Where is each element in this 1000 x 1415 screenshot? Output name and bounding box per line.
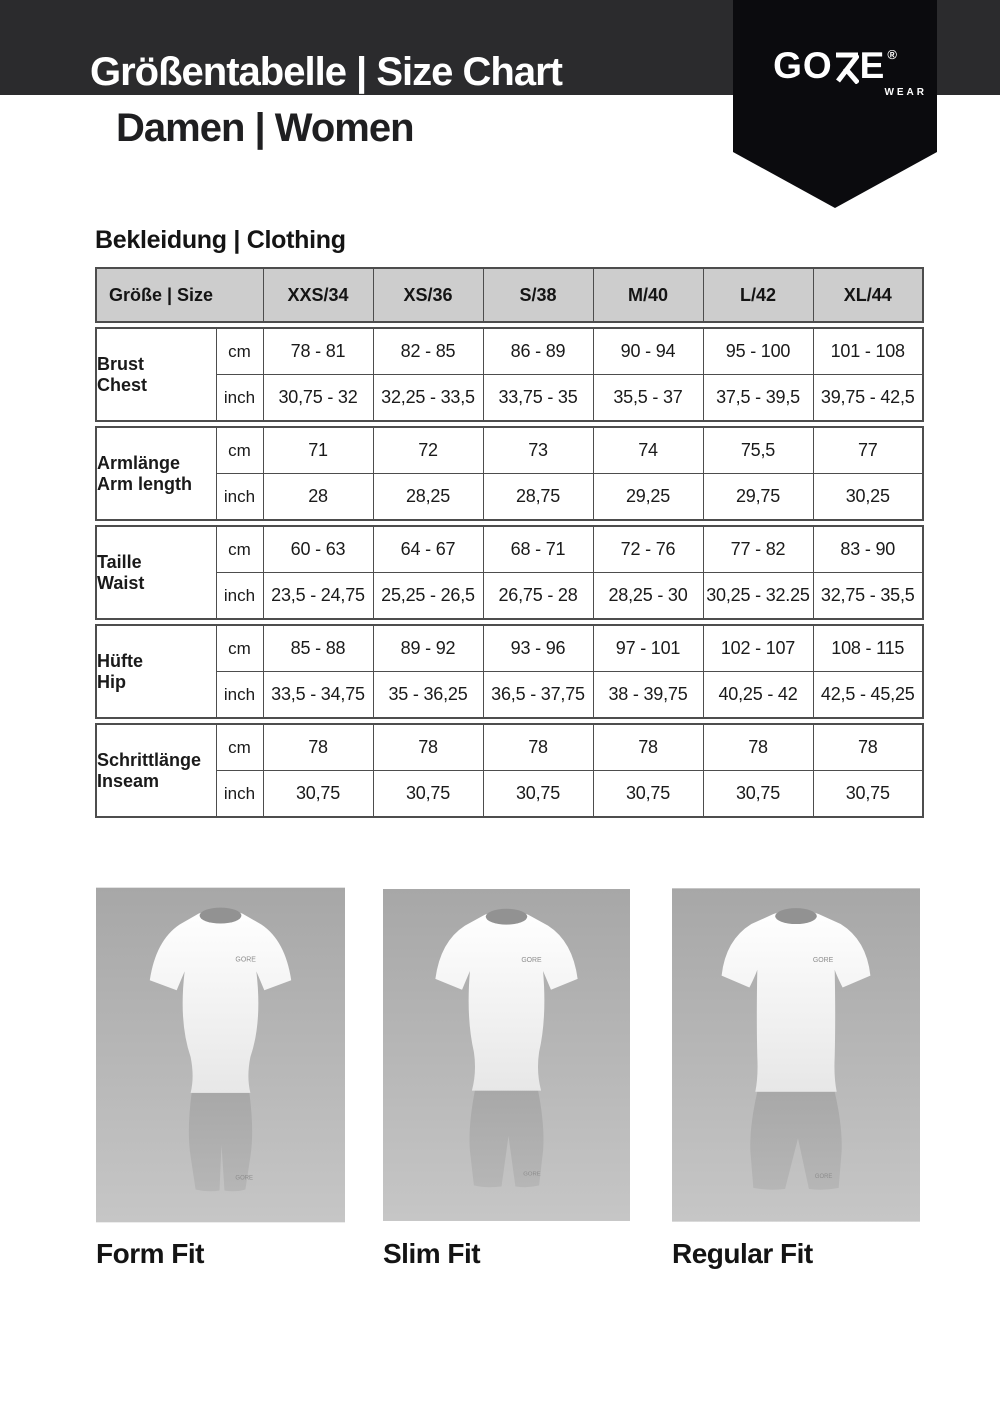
value-cell: 68 - 71 xyxy=(483,526,593,573)
value-cell: 30,25 xyxy=(813,474,923,521)
value-cell: 78 xyxy=(373,724,483,771)
size-column-header: M/40 xyxy=(593,268,703,322)
garment-shorts-logo: GORE xyxy=(235,1175,254,1182)
garment-chest-logo: GORE xyxy=(235,956,256,964)
value-cell: 78 xyxy=(703,724,813,771)
unit-label: cm xyxy=(216,625,263,672)
value-cell: 30,75 xyxy=(593,771,703,818)
size-column-header: XL/44 xyxy=(813,268,923,322)
measurement-group-arm-length xyxy=(95,426,924,521)
size-table-header-row xyxy=(95,267,924,323)
unit-label: cm xyxy=(216,427,263,474)
unit-label: cm xyxy=(216,724,263,771)
value-cell: 30,75 xyxy=(263,771,373,818)
gore-logo-wear: WEAR xyxy=(884,87,927,98)
measurement-label-de: Brust xyxy=(97,353,145,374)
value-cell: 73 xyxy=(483,427,593,474)
page-title: Größentabelle | Size Chart xyxy=(90,50,562,94)
unit-label: inch xyxy=(216,672,263,719)
fit-image-slim-fit xyxy=(383,887,630,1223)
garment-chest-logo: GORE xyxy=(812,956,834,964)
value-cell: 72 - 76 xyxy=(593,526,703,573)
fit-label-regular: Regular Fit xyxy=(672,1238,813,1269)
measurement-group-inseam xyxy=(95,723,924,818)
value-cell: 90 - 94 xyxy=(593,328,703,375)
size-column-header: XXS/34 xyxy=(263,268,373,322)
value-cell: 30,75 xyxy=(373,771,483,818)
value-cell: 74 xyxy=(593,427,703,474)
value-cell: 26,75 - 28 xyxy=(483,573,593,620)
value-cell: 37,5 - 39,5 xyxy=(703,375,813,422)
measurement-group-hip xyxy=(95,624,924,719)
unit-label: inch xyxy=(216,573,263,620)
brand-pennant xyxy=(733,0,937,212)
value-cell: 38 - 39,75 xyxy=(593,672,703,719)
fit-label-slim: Slim Fit xyxy=(383,1238,481,1269)
gore-logo-text-e: E xyxy=(859,45,886,86)
value-cell: 40,25 - 42 xyxy=(703,672,813,719)
value-cell: 78 - 81 xyxy=(263,328,373,375)
garment-shorts-logo: GORE xyxy=(814,1174,833,1181)
size-column-header: S/38 xyxy=(483,268,593,322)
fit-image-regular-fit xyxy=(672,887,920,1223)
pennant-shape xyxy=(733,0,937,212)
value-cell: 30,75 xyxy=(703,771,813,818)
value-cell: 83 - 90 xyxy=(813,526,923,573)
value-cell: 35,5 - 37 xyxy=(593,375,703,422)
value-cell: 33,5 - 34,75 xyxy=(263,672,373,719)
value-cell: 30,75 xyxy=(483,771,593,818)
value-cell: 89 - 92 xyxy=(373,625,483,672)
size-column-header: L/42 xyxy=(703,268,813,322)
clothing-size-table xyxy=(95,267,924,818)
value-cell: 85 - 88 xyxy=(263,625,373,672)
value-cell: 29,25 xyxy=(593,474,703,521)
measurement-label-de: Taille xyxy=(97,551,142,572)
section-heading: Bekleidung | Clothing xyxy=(95,226,346,254)
unit-label: cm xyxy=(216,526,263,573)
measurement-label-de: Schrittlänge xyxy=(97,749,202,770)
value-cell: 60 - 63 xyxy=(263,526,373,573)
size-table-corner-label: Größe | Size xyxy=(96,268,263,322)
measurement-label-de: Armlänge xyxy=(97,452,181,473)
value-cell: 82 - 85 xyxy=(373,328,483,375)
value-cell: 97 - 101 xyxy=(593,625,703,672)
gore-logo xyxy=(733,46,937,98)
value-cell: 28,25 - 30 xyxy=(593,573,703,620)
value-cell: 108 - 115 xyxy=(813,625,923,672)
measurement-label xyxy=(96,427,216,520)
measurement-label-en: Arm length xyxy=(97,473,193,494)
value-cell: 28,75 xyxy=(483,474,593,521)
value-cell: 71 xyxy=(263,427,373,474)
value-cell: 28 xyxy=(263,474,373,521)
size-column-header: XS/36 xyxy=(373,268,483,322)
measurement-label xyxy=(96,526,216,619)
garment-shorts-logo: GORE xyxy=(523,1171,541,1178)
unit-label: inch xyxy=(216,474,263,521)
value-cell: 77 - 82 xyxy=(703,526,813,573)
value-cell: 39,75 - 42,5 xyxy=(813,375,923,422)
gore-logo-text-go: GO xyxy=(773,45,833,86)
unit-label: cm xyxy=(216,328,263,375)
value-cell: 30,25 - 32.25 xyxy=(703,573,813,620)
value-cell: 64 - 67 xyxy=(373,526,483,573)
measurement-label-en: Chest xyxy=(97,374,148,395)
measurement-group-chest xyxy=(95,327,924,422)
unit-label: inch xyxy=(216,375,263,422)
fit-image-form-fit xyxy=(96,887,345,1223)
value-cell: 95 - 100 xyxy=(703,328,813,375)
value-cell: 36,5 - 37,75 xyxy=(483,672,593,719)
measurement-label xyxy=(96,724,216,817)
value-cell: 30,75 - 32 xyxy=(263,375,373,422)
value-cell: 78 xyxy=(483,724,593,771)
value-cell: 28,25 xyxy=(373,474,483,521)
value-cell: 101 - 108 xyxy=(813,328,923,375)
value-cell: 77 xyxy=(813,427,923,474)
value-cell: 33,75 - 35 xyxy=(483,375,593,422)
value-cell: 86 - 89 xyxy=(483,328,593,375)
measurement-label-de: Hüfte xyxy=(97,650,143,671)
value-cell: 93 - 96 xyxy=(483,625,593,672)
fit-label-form: Form Fit xyxy=(96,1238,204,1269)
value-cell: 35 - 36,25 xyxy=(373,672,483,719)
measurement-label xyxy=(96,328,216,421)
value-cell: 25,25 - 26,5 xyxy=(373,573,483,620)
value-cell: 42,5 - 45,25 xyxy=(813,672,923,719)
value-cell: 102 - 107 xyxy=(703,625,813,672)
value-cell: 30,75 xyxy=(813,771,923,818)
value-cell: 23,5 - 24,75 xyxy=(263,573,373,620)
value-cell: 75,5 xyxy=(703,427,813,474)
registered-mark: ® xyxy=(887,47,897,62)
gore-stylized-r-icon xyxy=(835,52,859,84)
measurement-label-en: Inseam xyxy=(97,770,160,791)
page-subtitle: Damen | Women xyxy=(116,106,414,150)
garment-chest-logo: GORE xyxy=(521,957,542,965)
measurement-group-waist xyxy=(95,525,924,620)
value-cell: 32,25 - 33,5 xyxy=(373,375,483,422)
measurement-label-en: Hip xyxy=(97,671,126,692)
value-cell: 72 xyxy=(373,427,483,474)
measurement-label xyxy=(96,625,216,718)
value-cell: 78 xyxy=(263,724,373,771)
value-cell: 78 xyxy=(813,724,923,771)
value-cell: 32,75 - 35,5 xyxy=(813,573,923,620)
value-cell: 29,75 xyxy=(703,474,813,521)
measurement-label-en: Waist xyxy=(97,572,145,593)
unit-label: inch xyxy=(216,771,263,818)
value-cell: 78 xyxy=(593,724,703,771)
